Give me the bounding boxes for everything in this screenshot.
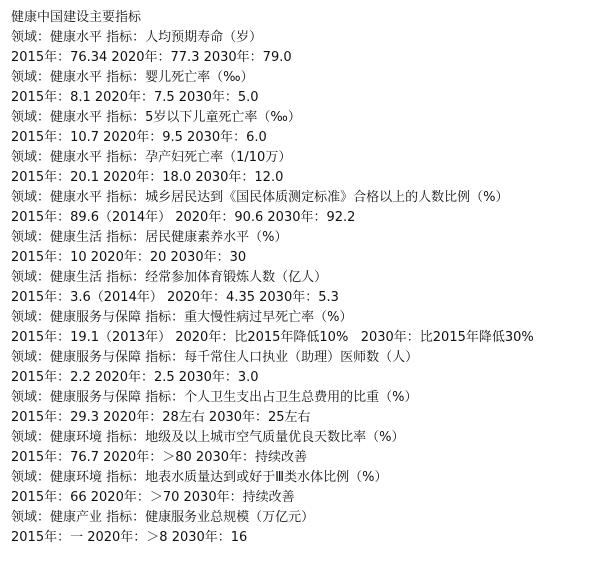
indicator-domain-line: 领域：健康水平 指标：孕产妇死亡率（1/10万） [11,150,292,165]
indicator-values-line: 2015年：20.1 2020年：18.0 2030年：12.0 [11,170,284,185]
indicator-domain-line: 领域：健康水平 指标：5岁以下儿童死亡率（‰） [11,110,301,125]
indicator-domain-line: 领域：健康水平 指标：城乡居民达到《国民体质测定标准》合格以上的人数比例（%） [11,190,509,205]
indicator-values-line: 2015年：76.34 2020年：77.3 2030年：79.0 [11,50,292,65]
indicator-values-line: 2015年：76.7 2020年：＞80 2030年：持续改善 [11,450,308,465]
indicator-values-line: 2015年：8.1 2020年：7.5 2030年：5.0 [11,90,259,105]
indicator-values-line: 2015年：2.2 2020年：2.5 2030年：3.0 [11,370,259,385]
indicator-domain-line: 领域：健康产业 指标：健康服务业总规模（万亿元） [11,510,315,525]
indicator-domain-line: 领域：健康服务与保障 指标：每千常住人口执业（助理）医师数（人） [11,350,419,365]
indicator-domain-line: 领域：健康环境 指标：地表水质量达到或好于Ⅲ类水体比例（%） [11,470,388,485]
indicator-values-line: 2015年：一 2020年：＞8 2030年：16 [11,530,248,545]
indicator-domain-line: 领域：健康水平 指标：人均预期寿命（岁） [11,30,263,45]
indicator-values-line: 2015年：29.3 2020年：28左右 2030年：25左右 [11,410,311,425]
indicator-domain-line: 领域：健康服务与保障 指标：个人卫生支出占卫生总费用的比重（%） [11,390,418,405]
indicator-values-line: 2015年：89.6（2014年） 2020年：90.6 2030年：92.2 [11,210,356,225]
indicator-values-line: 2015年：66 2020年：＞70 2030年：持续改善 [11,490,295,505]
indicator-values-line: 2015年：19.1（2013年） 2020年：比2015年降低10% 2030年：比2015年降低30% [11,330,534,345]
indicator-values-line: 2015年：3.6（2014年） 2020年：4.35 2030年：5.3 [11,290,339,305]
indicator-values-line: 2015年：10.7 2020年：9.5 2030年：6.0 [11,130,267,145]
indicator-domain-line: 领域：健康生活 指标：经常参加体育锻炼人数（亿人） [11,270,328,285]
indicator-values-line: 2015年：10 2020年：20 2030年：30 [11,250,247,265]
document-title: 健康中国建设主要指标 [11,10,142,25]
indicator-domain-line: 领域：健康水平 指标：婴儿死亡率（‰） [11,70,254,85]
indicator-domain-line: 领域：健康环境 指标：地级及以上城市空气质量优良天数比率（%） [11,430,405,445]
indicator-domain-line: 领域：健康服务与保障 指标：重大慢性病过早死亡率（%） [11,310,353,325]
indicator-domain-line: 领域：健康生活 指标：居民健康素养水平（%） [11,230,288,245]
